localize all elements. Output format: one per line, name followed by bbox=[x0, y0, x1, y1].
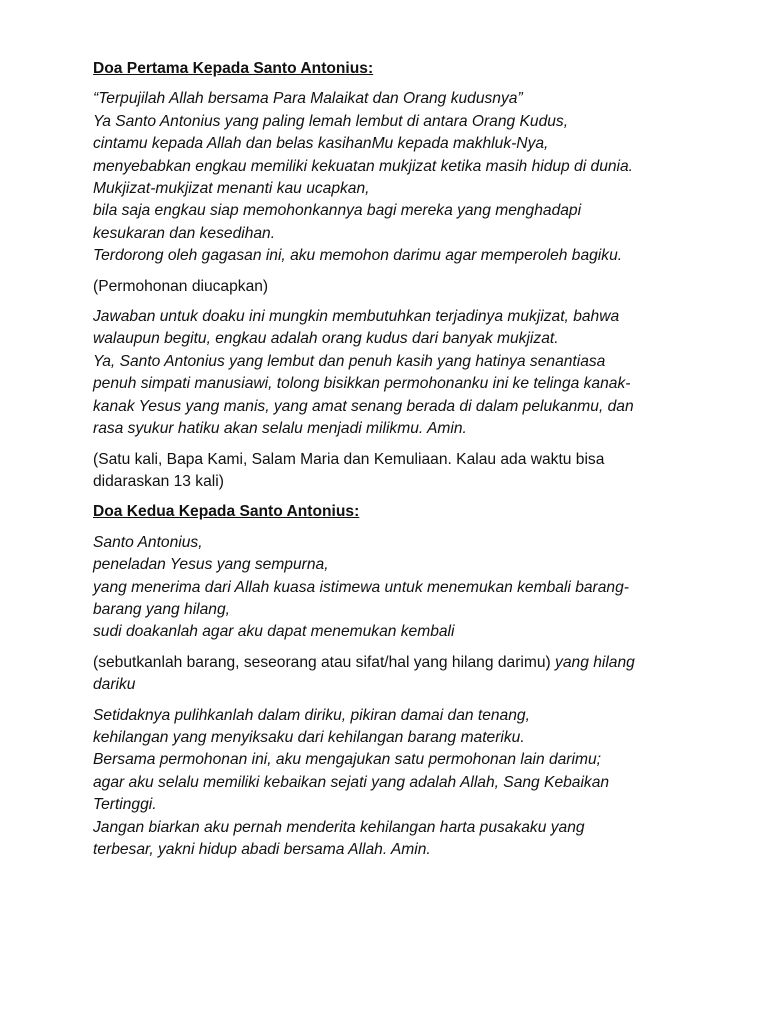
prayer2-heading: Doa Kedua Kepada Santo Antonius: bbox=[93, 503, 360, 521]
prayer1-answer-line: walaupun begitu, engkau adalah orang kudus dari banyak mukjizat. bbox=[93, 330, 559, 348]
prayer1-answer-line: penuh simpati manusiawi, tolong bisikkan permohonanku ini ke telinga kanak- bbox=[93, 375, 631, 393]
prayer2-mention-italic-line: dariku bbox=[93, 676, 136, 694]
prayer1-intro-line: kesukaran dan kesedihan. bbox=[93, 224, 276, 242]
prayer1-answer-line: Jawaban untuk doaku ini mungkin membutuhkan terjadinya mukjizat, bahwa bbox=[93, 308, 620, 326]
prayer2-mention-italic: yang hilang bbox=[555, 653, 635, 671]
prayer1-answer-line: rasa syukur hatiku akan selalu menjadi milikmu. Amin. bbox=[93, 420, 467, 438]
document-page bbox=[93, 58, 678, 869]
prayer1-closing-note-line: didaraskan 13 kali) bbox=[93, 472, 224, 490]
prayer1-request-note: (Permohonan diucapkan) bbox=[93, 277, 269, 295]
prayer2-intro-line: sudi doakanlah agar aku dapat menemukan kembali bbox=[93, 623, 455, 641]
prayer2-intro-line: yang menerima dari Allah kuasa istimewa untuk menemukan kembali barang- bbox=[93, 578, 629, 596]
prayer2-mention bbox=[93, 652, 678, 697]
prayer1-intro-line: bila saja engkau siap memohonkannya bagi mereka yang menghadapi bbox=[93, 202, 582, 220]
prayer2-closing-line: Jangan biarkan aku pernah menderita kehilangan harta pusakaku yang bbox=[93, 818, 585, 836]
prayer1-intro bbox=[93, 88, 678, 267]
prayer1-answer bbox=[93, 306, 678, 440]
prayer1-closing-note-line: (Satu kali, Bapa Kami, Salam Maria dan Kemuliaan. Kalau ada waktu bisa bbox=[93, 450, 605, 468]
prayer2-closing-line: kehilangan yang menyiksaku dari kehilangan barang materiku. bbox=[93, 728, 525, 746]
prayer1-intro-line: Ya Santo Antonius yang paling lemah lembut di antara Orang Kudus, bbox=[93, 112, 569, 130]
prayer2-intro-line: Santo Antonius, bbox=[93, 533, 203, 551]
prayer2-mention-line bbox=[93, 652, 678, 674]
prayer2-closing-line: Tertinggi. bbox=[93, 796, 157, 814]
prayer1-closing-note bbox=[93, 449, 678, 494]
prayer2-closing-line: agar aku selalu memiliki kebaikan sejati yang adalah Allah, Sang Kebaikan bbox=[93, 773, 610, 791]
prayer2-closing-line: Bersama permohonan ini, aku mengajukan satu permohonan lain darimu; bbox=[93, 751, 601, 769]
prayer1-intro-line: Terdorong oleh gagasan ini, aku memohon darimu agar memperoleh bagiku. bbox=[93, 247, 623, 265]
prayer2-closing bbox=[93, 705, 678, 862]
prayer2-intro-line: peneladan Yesus yang sempurna, bbox=[93, 556, 329, 574]
prayer1-intro-line: cintamu kepada Allah dan belas kasihanMu kepada makhluk-Nya, bbox=[93, 135, 549, 153]
prayer1-answer-line: Ya, Santo Antonius yang lembut dan penuh kasih yang hatinya senantiasa bbox=[93, 352, 606, 370]
prayer1-intro-line: “Terpujilah Allah bersama Para Malaikat dan Orang kudusnya” bbox=[93, 90, 523, 108]
prayer2-closing-line: terbesar, yakni hidup abadi bersama Allah. Amin. bbox=[93, 841, 431, 858]
prayer2-closing-line: Setidaknya pulihkanlah dalam diriku, pikiran damai dan tenang, bbox=[93, 706, 530, 724]
prayer2-mention-note: (sebutkanlah barang, seseorang atau sifat/hal yang hilang darimu) bbox=[93, 653, 556, 671]
prayer1-intro-line: menyebabkan engkau memiliki kekuatan mukjizat ketika masih hidup di dunia. bbox=[93, 157, 634, 175]
prayer2-intro bbox=[93, 532, 678, 644]
prayer1-answer-line: kanak Yesus yang manis, yang amat senang berada di dalam pelukanmu, dan bbox=[93, 397, 634, 415]
prayer1-intro-line: Mukjizat-mukjizat menanti kau ucapkan, bbox=[93, 180, 370, 198]
prayer2-intro-line: barang yang hilang, bbox=[93, 600, 230, 618]
prayer1-heading: Doa Pertama Kepada Santo Antonius: bbox=[93, 60, 374, 77]
